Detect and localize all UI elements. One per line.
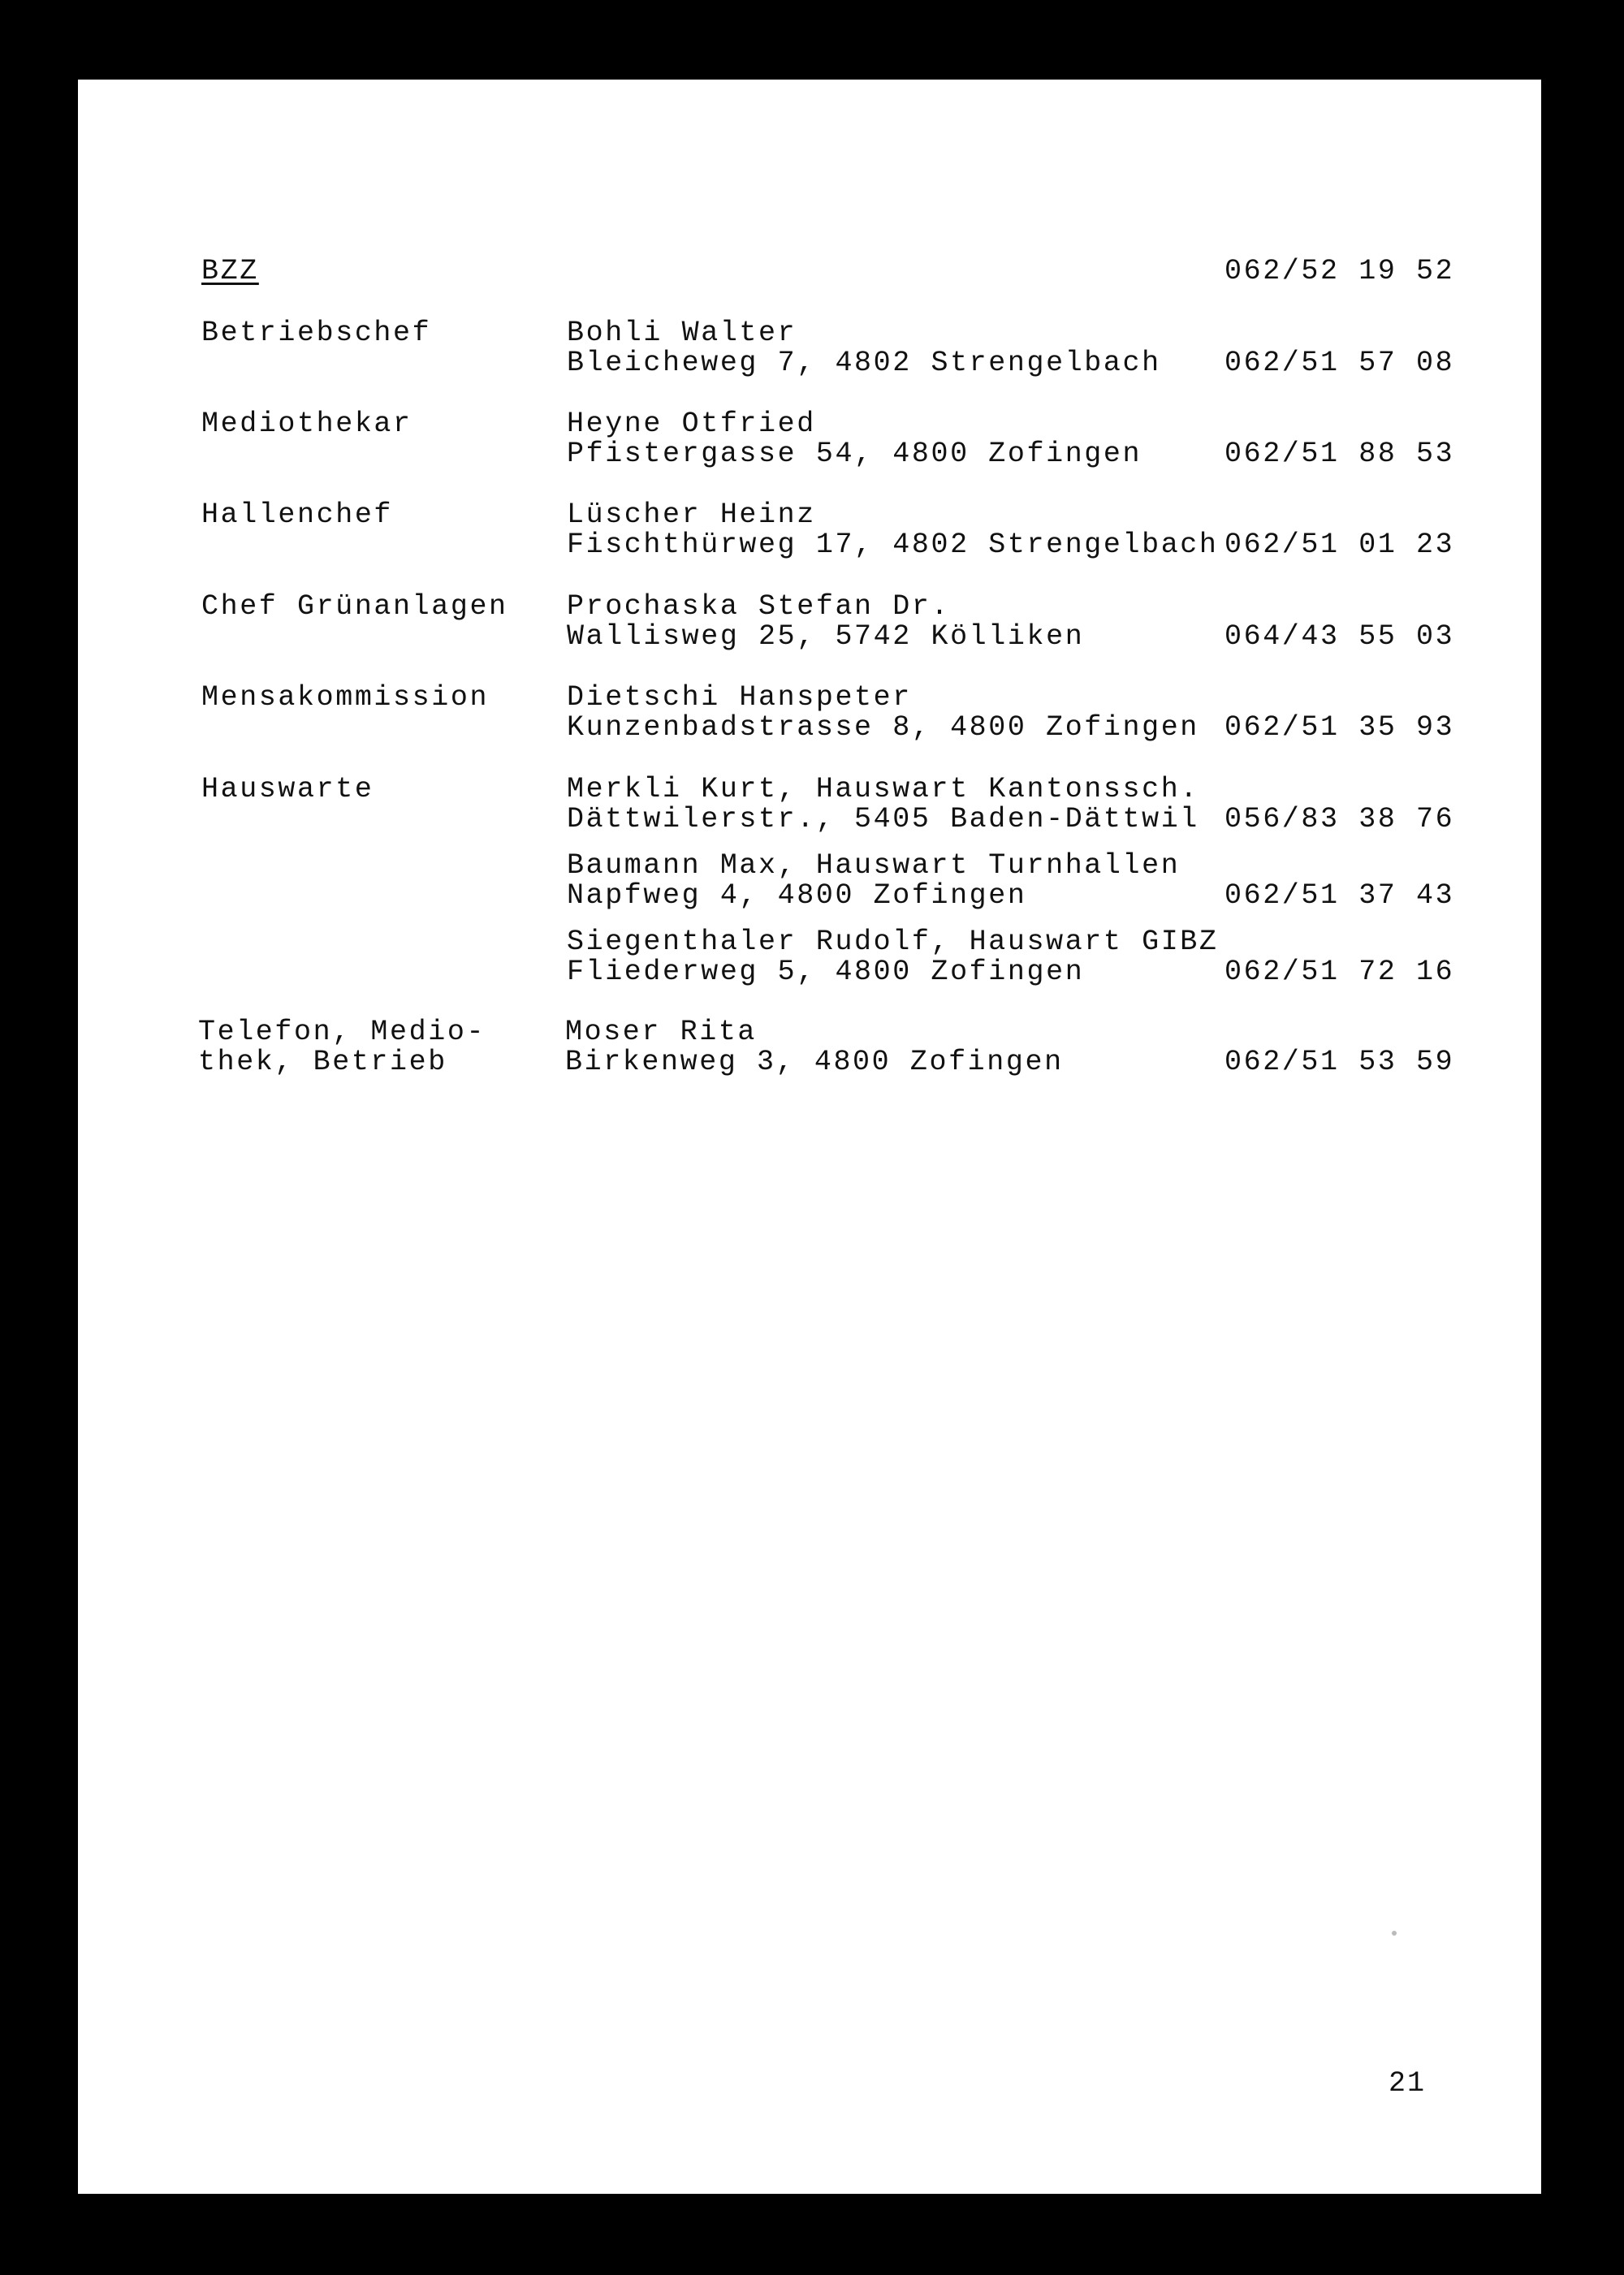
role-label: Hauswarte xyxy=(201,773,374,805)
contact-address: Birkenweg 3, 4800 Zofingen xyxy=(565,1046,1064,1078)
contact-phone: 062/51 37 43 xyxy=(1224,879,1455,912)
contact-phone: 056/83 38 76 xyxy=(1224,803,1455,835)
contact-name: Heyne Otfried xyxy=(567,408,816,440)
contact-phone: 062/51 88 53 xyxy=(1224,438,1455,470)
contact-phone: 062/51 53 59 xyxy=(1224,1046,1455,1078)
contact-address: Kunzenbadstrasse 8, 4800 Zofingen xyxy=(567,711,1199,744)
contact-address: Fliederweg 5, 4800 Zofingen xyxy=(567,956,1085,988)
contact-phone: 062/51 01 23 xyxy=(1224,529,1455,561)
contact-name: Lüscher Heinz xyxy=(567,499,816,531)
role-label: Hallenchef xyxy=(201,499,394,531)
scan-speck xyxy=(1392,1931,1397,1936)
contact-address: Dättwilerstr., 5405 Baden-Dättwil xyxy=(567,803,1199,835)
contact-phone: 062/51 35 93 xyxy=(1224,711,1455,744)
role-label: Telefon, Medio- xyxy=(198,1016,486,1048)
document-page xyxy=(78,80,1541,2194)
organization-name: BZZ xyxy=(201,255,259,287)
contact-name: Merkli Kurt, Hauswart Kantonssch. xyxy=(567,773,1199,805)
organization-phone: 062/52 19 52 xyxy=(1224,255,1455,287)
page-number: 21 xyxy=(1389,2067,1427,2100)
contact-name: Siegenthaler Rudolf, Hauswart GIBZ xyxy=(567,926,1219,958)
contact-address: Pfistergasse 54, 4800 Zofingen xyxy=(567,438,1142,470)
role-label-continued: thek, Betrieb xyxy=(198,1046,447,1078)
role-label: Chef Grünanlagen xyxy=(201,590,508,623)
contact-name: Prochaska Stefan Dr. xyxy=(567,590,951,623)
role-label: Mediothekar xyxy=(201,408,412,440)
contact-phone: 062/51 57 08 xyxy=(1224,347,1455,379)
contact-name: Bohli Walter xyxy=(567,317,797,349)
contact-name: Baumann Max, Hauswart Turnhallen xyxy=(567,849,1181,882)
contact-address: Wallisweg 25, 5742 Kölliken xyxy=(567,620,1085,653)
contact-address: Fischthürweg 17, 4802 Strengelbach xyxy=(567,529,1219,561)
contact-phone: 062/51 72 16 xyxy=(1224,956,1455,988)
contact-name: Dietschi Hanspeter xyxy=(567,681,912,714)
contact-name: Moser Rita xyxy=(565,1016,758,1048)
contact-address: Bleicheweg 7, 4802 Strengelbach xyxy=(567,347,1161,379)
contact-phone: 064/43 55 03 xyxy=(1224,620,1455,653)
role-label: Mensakommission xyxy=(201,681,490,714)
contact-address: Napfweg 4, 4800 Zofingen xyxy=(567,879,1027,912)
role-label: Betriebschef xyxy=(201,317,432,349)
